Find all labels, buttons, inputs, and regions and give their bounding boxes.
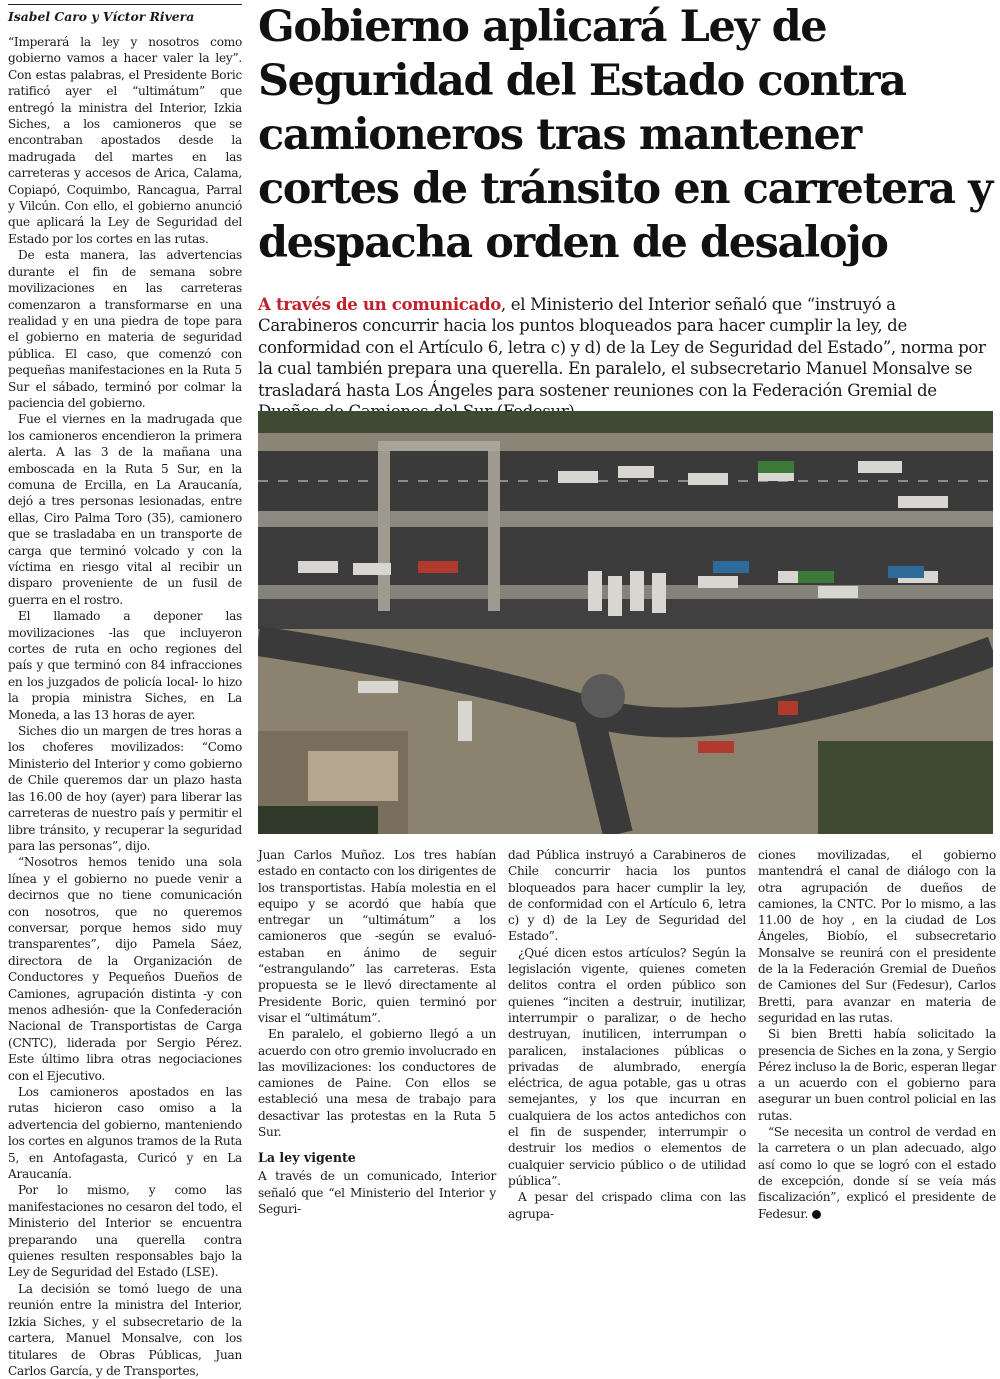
byline: Isabel Caro y Víctor Rivera bbox=[8, 9, 195, 24]
left-paragraph: La decisión se tomó luego de una reunión entre la ministra del Interior, Izkia Siches, y el subsecretario de la cartera, Manuel Monsalve, con los titulares de Obras Públicas, Juan Carlos García, y de Transportes, bbox=[8, 1281, 242, 1378]
aerial-highway-image bbox=[258, 411, 993, 834]
left-paragraph: Fue el viernes en la madrugada que los camioneros encendieron la primera alerta. A las 3 de la mañana una emboscada en la Ruta 5 Sur, en la comuna de Ercilla, en La Araucanía, dejó a tres personas lesionadas, entre ellas, Ciro Palma Toro (35), camionero que se trasladaba en un transporte de carga que terminó volcado y con la víctima en riesgo vital al recibir un disparo proveniente de un fusil de guerra en el rostro. bbox=[8, 412, 242, 607]
byline-rule bbox=[8, 4, 242, 5]
column-paragraph: dad Pública instruyó a Carabineros de Chile concurrir hacia los puntos bloqueados para hacer cumplir la ley, de conformidad con el Artículo 6, letra c) y d) de la Ley de Seguridad del Estado”. bbox=[508, 848, 746, 944]
left-paragraph: “Imperará la ley y nosotros como gobierno vamos a hacer valer la ley”. Con estas palabras, el Presidente Boric ratificó ayer el “ultimátum” que entregó la ministra del Interior, Izkia Siches, a los camioneros que se encontraban apostados desde la madrugada del martes en las carreteras y accesos de Arica, Calama, Copiapó, Coquimbo, Rancagua, Parral y Vilcún. Con ello, el gobierno anunció que aplicará la Ley de Seguridad del Estado por los cortes en las rutas. bbox=[8, 35, 242, 246]
last-paragraph-text: “Se necesita un control de verdad en la carretera o un plan adecuado, algo así como lo que se logró con el estado de excepción, donde sí se veía más fiscalización”, explicó el presidente de Fedesur. bbox=[758, 1125, 996, 1221]
column-paragraph: A través de un comunicado, Interior señaló que “el Ministerio del Interior y Seguri- bbox=[258, 1169, 496, 1216]
column-paragraph: ¿Qué dicen estos artículos? Según la legislación vigente, quienes cometen delitos contra el orden público son quienes “inciten a destruir, inutilizar, interrumpir o paralizar, o de hecho destruyan, inutilicen, interrumpan o paralicen, instalaciones públicas o privadas de alumbrado, energía eléctrica, de agua potable, gas u otras semejantes, y los que incurran en cualquiera de los actos antedichos con el fin de suspender, interrumpir o destruir los medios o elementos de cualquier servicio público o de utilidad pública”. bbox=[508, 945, 746, 1188]
column-b bbox=[508, 847, 746, 1222]
column-paragraph: Si bien Bretti había solicitado la presencia de Siches en la zona, y Sergio Pérez incluso la de Boric, esperan llegar a un acuerdo con el gobierno para asegurar un buen control policial en las rutas. bbox=[758, 1027, 996, 1123]
column-a bbox=[258, 847, 496, 1217]
lead-text: , el Ministerio del Interior señaló que “instruyó a Carabineros concurrir hacia los puntos bloqueados para hacer cumplir la ley, de conformidad con el Artículo 6, letra c) y d) de la Ley de Seguridad del Estado”, norma por la cual también prepara una querella. En paralelo, el subsecretario Manuel Monsalve se trasladará hasta Los Ángeles para sostener reuniones con la Federación Gremial de bbox=[258, 295, 986, 400]
left-paragraph: El llamado a deponer las movilizaciones -las que incluyeron cortes de ruta en ocho regiones del país y que terminó con 84 infracciones en los juzgados de policía local- lo hizo la propia ministra Siches, en La Moneda, a las 13 horas de ayer. bbox=[8, 609, 242, 722]
end-mark-icon bbox=[812, 1210, 821, 1219]
aerial-photo bbox=[258, 411, 993, 834]
left-paragraph: “Nosotros hemos tenido una sola línea y el gobierno no puede venir a decirnos que no tiene comunicación con nosotros, que no queremos conversar, porque hemos sido muy transparentes”, dijo Pamela Sáez, directora de la Organización de Conductores y Pequeños Dueños de Camiones, agrupación distinta -y con menos adhesión- que la Confederación Nacional de Transportistas de Carga (CNTC), liderada por Sergio Pérez. Este último libra otras negociaciones con el Ejecutivo. bbox=[8, 855, 242, 1083]
left-paragraph: De esta manera, las advertencias durante el fin de semana sobre movilizaciones en las carreteras comenzaron a transformarse en una realidad y en una piedra de tope para el gobierno en materia de seguridad pública. El caso, que comenzó con pequeñas manifestaciones en la Ruta 5 Sur el sábado, terminó por colmar la paciencia del gobierno. bbox=[8, 248, 242, 410]
left-column bbox=[8, 34, 242, 1379]
left-paragraph: Por lo mismo, y como las manifestaciones no cesaron del todo, el Ministerio del Interior se encuentra preparando una querella contra quienes resulten responsables bajo la Ley de Seguridad del Estado (LSE). bbox=[8, 1183, 242, 1280]
column-c bbox=[758, 847, 996, 1222]
headline: Gobierno aplicará Ley de Seguridad del Estado contra camioneros tras mantener cortes de tránsito en carretera y despacha orden de desalojo bbox=[258, 2, 992, 268]
column-paragraph-last bbox=[758, 1124, 996, 1222]
subhead: La ley vigente bbox=[258, 1150, 356, 1166]
lead-paragraph bbox=[258, 294, 993, 422]
column-paragraph: ciones movilizadas, el gobierno mantendrá el canal de diálogo con la otra agrupación de dueños de camiones, la CNTC. Por lo mismo, a las 11.00 de hoy , en la ciudad de Los Ángeles, Biobío, el subsecretario Monsalve se reunirá con el presidente de la la Federación Gremial de Dueños de Camiones del Sur (Fedesur), Carlos Bretti, para avanzar en materia de seguridad en las rutas. bbox=[758, 848, 996, 1025]
column-paragraph: En paralelo, el gobierno llegó a un acuerdo con otro gremio involucrado en las movilizaciones: los conductores de camiones de Paine. Con ellos se estableció una mesa de trabajo para desactivar las protestas en la Ruta 5 Sur. bbox=[258, 1027, 496, 1140]
left-paragraph: Los camioneros apostados en las rutas hicieron caso omiso a la advertencia del gobierno, manteniendo los cortes en algunos tramos de la Ruta 5, en Antofagasta, Curicó y en La Araucanía. bbox=[8, 1085, 242, 1182]
column-paragraph: Juan Carlos Muñoz. Los tres habían estado en contacto con los dirigentes de los transportistas. Había molestia en el equipo y se acordó que había que entregar un “ultimátum” a los camioneros que -según se evaluó- estaban en ánimo de seguir “estrangulando” las carreteras. Esta propuesta se le llevó directamente al Presidente Boric, quien terminó por visar el “ultimátum”. bbox=[258, 848, 496, 1025]
lead-highlight: A través de un comunicado bbox=[258, 294, 501, 314]
left-paragraph: Siches dio un margen de tres horas a los choferes movilizados: “Como Ministerio del Interior y como gobierno de Chile queremos dar un plazo hasta las 16.00 de hoy (ayer) para liberar las carreteras de nuestro país y permitir el libre tránsito, y recuperar la seguridad para las personas”, dijo. bbox=[8, 724, 242, 853]
column-paragraph: A pesar del crispado clima con las agrupa- bbox=[508, 1190, 746, 1221]
